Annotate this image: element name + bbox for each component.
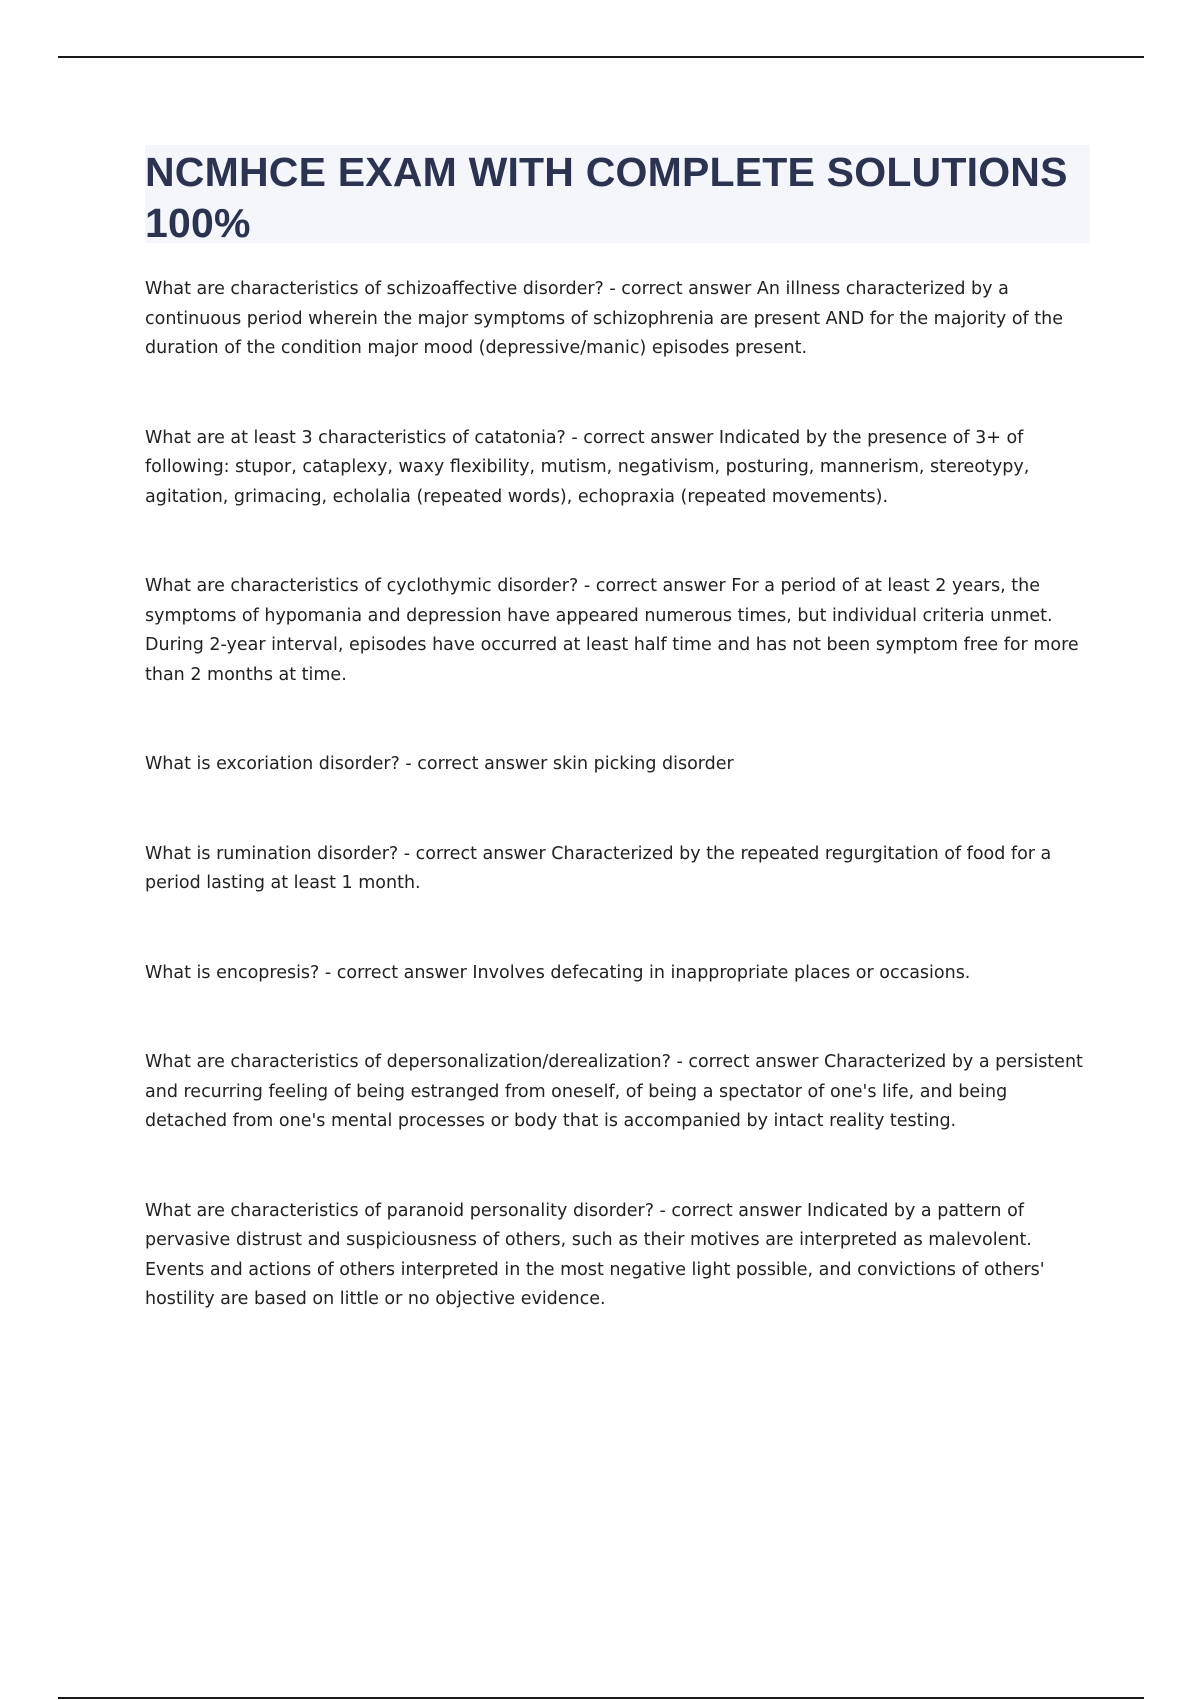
title-banner	[145, 145, 1090, 246]
qa-item: What are characteristics of depersonalization/derealization? - correct answer Characterized by a persistent and recurring feeling of being estranged from oneself, of being a spectator of one's life, and being detached from one's mental processes or body that is accompanied by intact reality testing.	[145, 1052, 1083, 1131]
document-title: NCMHCE EXAM WITH COMPLETE SOLUTIONS 100%	[145, 149, 1068, 246]
qa-item: What is excoriation disorder? - correct answer skin picking disorder	[145, 754, 734, 774]
qa-item: What are characteristics of cyclothymic disorder? - correct answer For a period of at least 2 years, the symptoms of hypomania and depression have appeared numerous times, but individual criteria unmet. During 2-year interval, episodes have occurred at least half time and has not been symptom free for more than 2 months at time.	[145, 576, 1079, 685]
header-rule	[58, 56, 1144, 58]
footer-rule	[58, 1697, 1144, 1699]
qa-list	[145, 275, 1090, 1315]
qa-item: What are characteristics of paranoid personality disorder? - correct answer Indicated by a pattern of pervasive distrust and suspiciousness of others, such as their motives are interpreted as malevolent. Events and actions of others interpreted in the most negative light possible, and convictions of others' hostility are based on little or no objective evidence.	[145, 1200, 1045, 1309]
qa-item: What is rumination disorder? - correct answer Characterized by the repeated regurgitation of food for a period lasting at least 1 month.	[145, 843, 1052, 893]
qa-item: What are at least 3 characteristics of catatonia? - correct answer Indicated by the presence of 3+ of following: stupor, cataplexy, waxy flexibility, mutism, negativism, posturing, mannerism, stereotypy, agitation, grimacing, echolalia (repeated words), echopraxia (repeated movements).	[145, 427, 1030, 507]
document-body	[145, 145, 1090, 1375]
qa-item: What is encopresis? - correct answer Involves defecating in inappropriate places or occasions.	[145, 962, 971, 983]
qa-item: What are characteristics of schizoaffective disorder? - correct answer An illness characterized by a continuous period wherein the major symptoms of schizophrenia are present AND for the majority of the duration of the condition major mood (depressive/manic) episodes present.	[145, 279, 1063, 358]
